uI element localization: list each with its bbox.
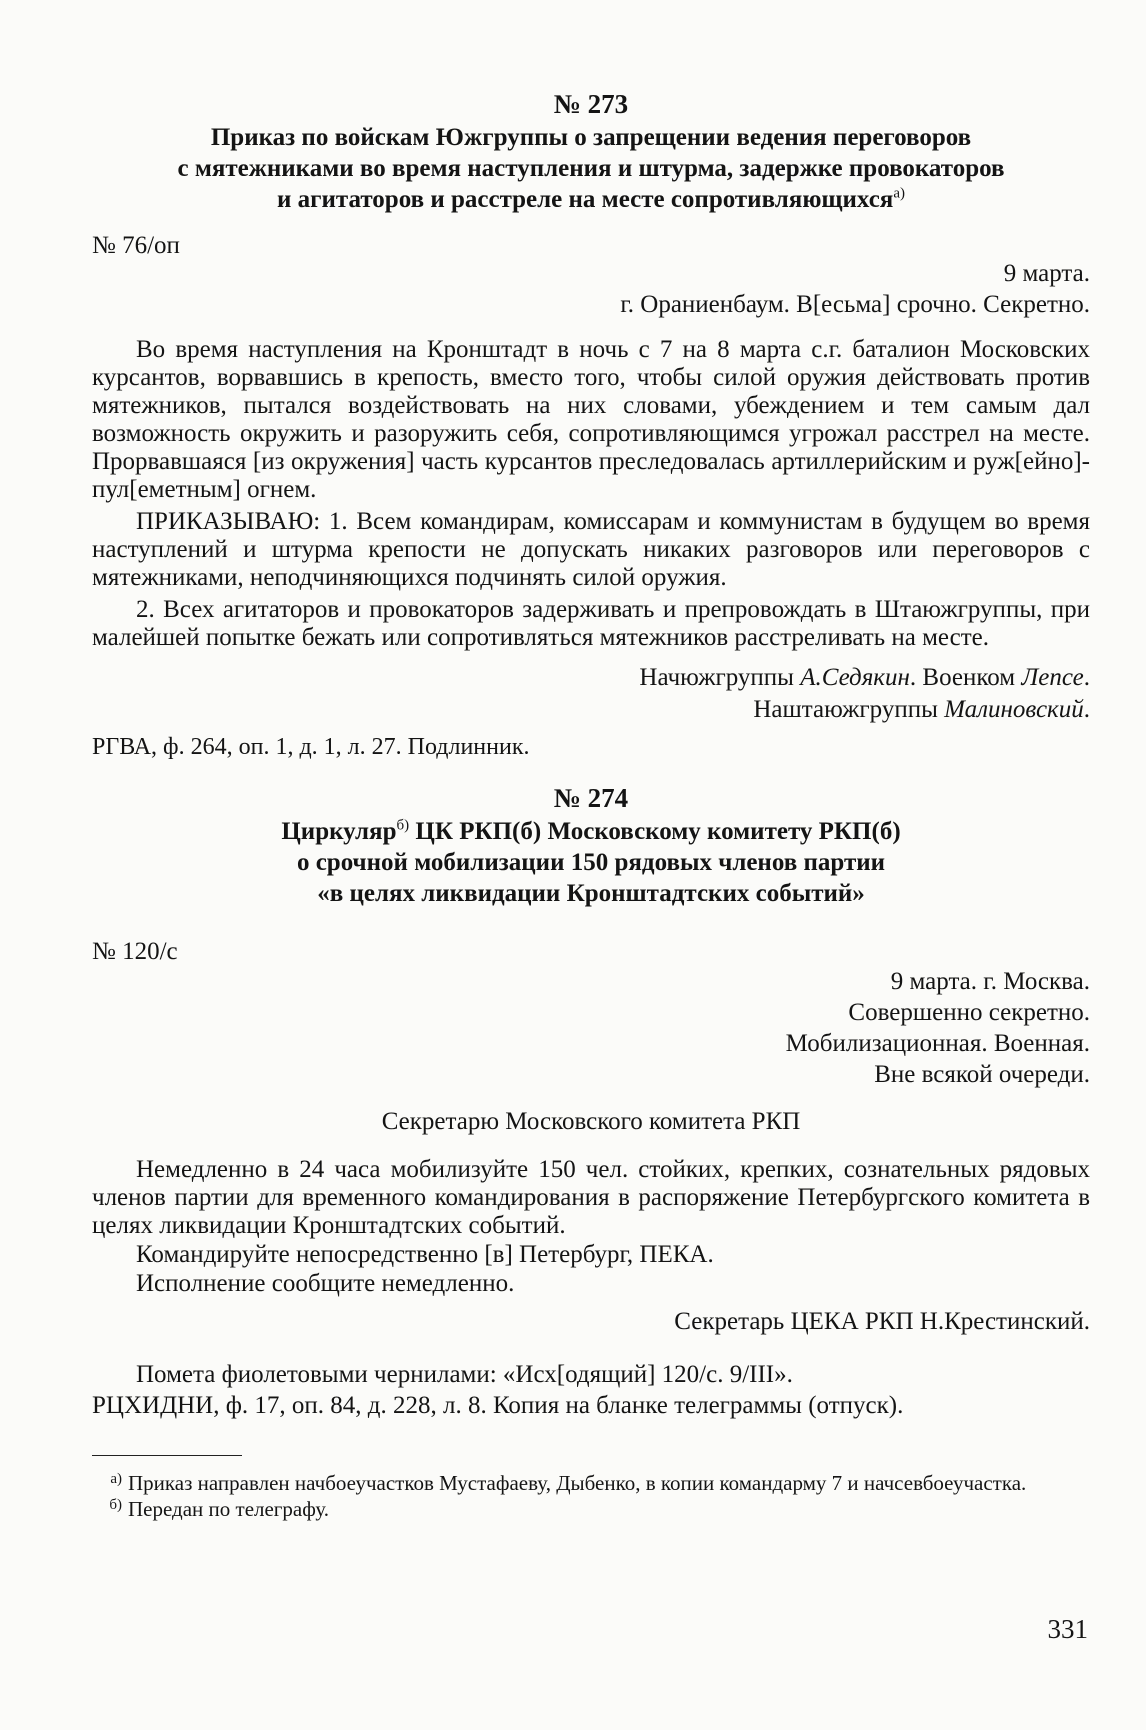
document-274-line: Командируйте непосредственно [в] Петербург, ПЕКА.: [136, 1241, 714, 1268]
document-273-title-line: Приказ по войскам Южгруппы о запрещении ведения переговоров: [210, 124, 972, 151]
document-274-number: № 274: [553, 783, 629, 813]
signature-role: Военком: [922, 664, 1016, 691]
document-274-source: РЦХИДНИ, ф. 17, оп. 84, д. 228, л. 8. Копия на бланке телеграммы (отпуск).: [92, 1392, 904, 1419]
document-273-signature-2: Наштаюжгруппы Малиновский.: [753, 696, 1090, 723]
footnote-divider: [92, 1455, 242, 1456]
footnote: [92, 1496, 1090, 1522]
document-274-registry-number: № 120/с: [92, 938, 178, 965]
document-274-header-line: 9 марта. г. Москва.: [890, 968, 1090, 995]
footnote-mark: б): [109, 1497, 122, 1513]
document-273-registry-number: № 76/оп: [92, 232, 180, 259]
document-274-title-line: [92, 816, 1090, 847]
document-273-signature-1: Начюжгруппы А.Седякин. Военком Лепсе.: [639, 664, 1090, 691]
page-content: [92, 88, 1090, 1522]
footnote-text: Передан по телеграфу.: [128, 1497, 329, 1521]
document-273-place: г. Ораниенбаум. В[есьма] срочно. Секретно.: [620, 291, 1090, 318]
document-274-title-line: «в целях ликвидации Кронштадтских событий»: [317, 880, 865, 907]
document-274-title: [92, 816, 1090, 909]
document-274-title-word: Циркуляр: [281, 818, 397, 845]
document-274-addressee: Секретарю Московского комитета РКП: [381, 1108, 801, 1135]
footnote-mark: а): [110, 1471, 122, 1487]
footnote: [92, 1470, 1090, 1496]
document-274-paragraph: Немедленно в 24 часа мобилизуйте 150 чел. стойких, крепких, сознательных рядовых членов партии для временного командирования в распоряжение Петербургского комитета в целях ликвидации Кронштадтских событий.: [92, 1156, 1090, 1239]
document-274-header-line: Совершенно секретно.: [848, 999, 1090, 1026]
signature-role: Начюжгруппы: [639, 664, 794, 691]
document-273-title-line: [92, 184, 1090, 215]
document-273-date: 9 марта.: [1003, 260, 1090, 287]
document-273-number: № 273: [553, 89, 629, 119]
document-274-header-line: Вне всякой очереди.: [874, 1061, 1090, 1088]
document-274-note: Помета фиолетовыми чернилами: «Исх[одящий] 120/с. 9/III».: [136, 1361, 793, 1388]
signature-role: Наштаюжгруппы: [753, 696, 938, 723]
document-273-source: РГВА, ф. 264, оп. 1, д. 1, л. 27. Подлинник.: [92, 734, 530, 760]
document-274-line: Исполнение сообщите немедленно.: [136, 1270, 515, 1297]
document-273-title-line: с мятежниками во время наступления и штурма, задержке провокаторов: [177, 155, 1005, 182]
document-273-title-text: и агитаторов и расстреле на месте сопротивляющихся: [276, 186, 894, 213]
document-273-paragraph: ПРИКАЗЫВАЮ: 1. Всем командирам, комиссарам и коммунистам в будущем во время наступлений и штурма крепости не допускать никаких разговоров или переговоров с мятежниками, неподчиняющихся подчинять силой оружия.: [92, 508, 1090, 591]
footnote-mark-b: б): [396, 817, 410, 834]
signature-name: А.Седякин: [800, 664, 910, 691]
document-274-signature: Секретарь ЦЕКА РКП Н.Крестинский.: [674, 1308, 1090, 1335]
footnote-text: Приказ направлен начбоеучастков Мустафаеву, Дыбенко, в копии командарму 7 и начсевбоеучастка.: [128, 1471, 1027, 1495]
document-274-title-line: о срочной мобилизации 150 рядовых членов партии: [296, 849, 886, 876]
document-274-title-text: ЦК РКП(б) Московскому комитету РКП(б): [415, 818, 901, 845]
page-number: 331: [1047, 1614, 1088, 1644]
document-273-paragraph: Во время наступления на Кронштадт в ночь с 7 на 8 марта с.г. баталион Московских курсантов, ворвавшись в крепость, вместо того, чтобы силой оружия действовать против мятежников, пытался воздействовать на них словами, убеждением и тем самым дал возможность окружить и разоружить себя, сопротивляющимся угрожал расстрел на месте. Прорвавшаяся [из окружения] часть курсантов преследовалась артиллерийским и руж[ейно]-пул[еметным] огнем.: [92, 336, 1090, 503]
document-274-header-line: Мобилизационная. Военная.: [785, 1030, 1090, 1057]
signature-name: Лепсе: [1021, 664, 1084, 691]
document-273-title: [92, 122, 1090, 215]
footnote-mark-a: а): [893, 185, 905, 202]
document-273-paragraph: 2. Всех агитаторов и провокаторов задерживать и препровождать в Штаюжгруппы, при малейшей попытке бежать или сопротивляться мятежников расстреливать на месте.: [92, 596, 1090, 651]
signature-name: Малиновский: [944, 696, 1084, 723]
